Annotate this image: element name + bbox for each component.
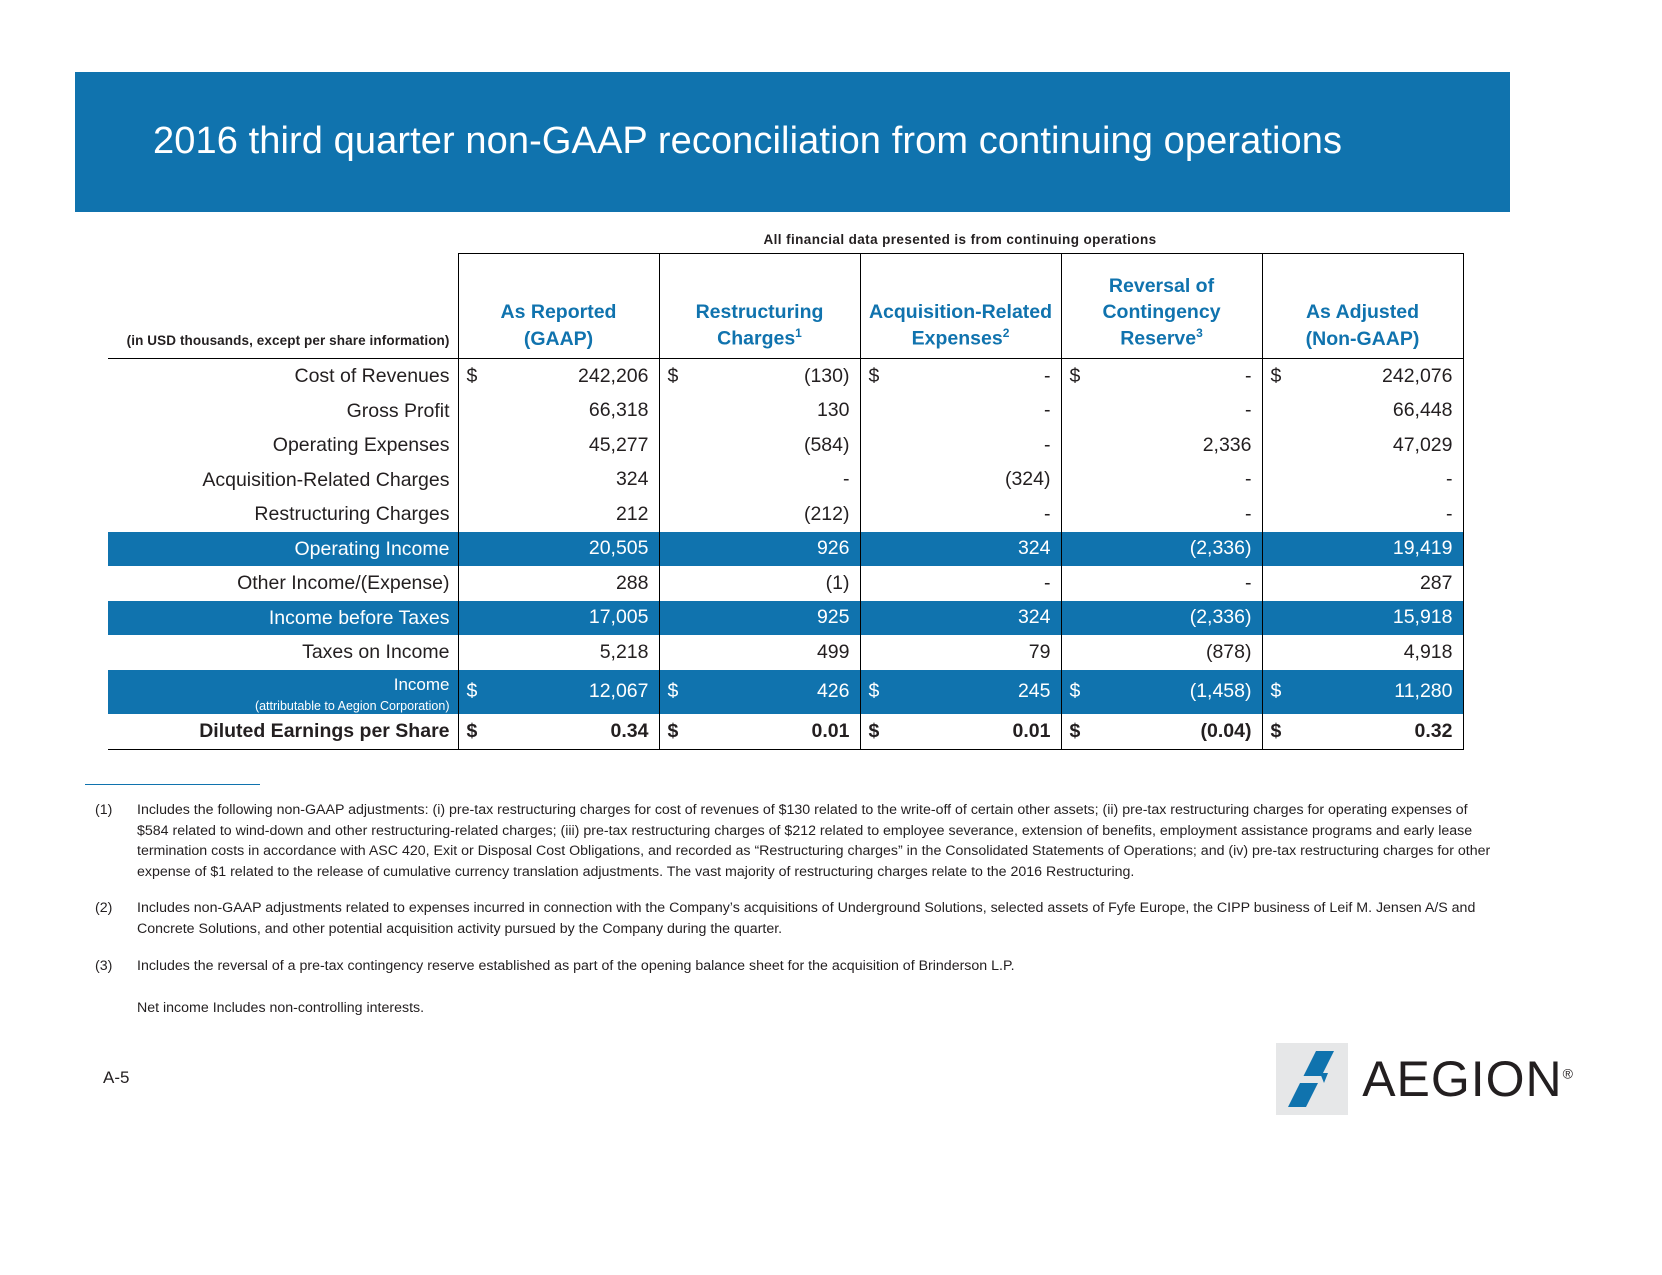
cell xyxy=(860,394,1061,429)
cell xyxy=(458,359,659,394)
cell xyxy=(1061,635,1262,670)
cell xyxy=(1061,566,1262,601)
currency-symbol: $ xyxy=(667,364,679,387)
cell xyxy=(659,635,860,670)
column-header-acquisition-related-expenses xyxy=(860,254,1061,359)
cell-value: (0.04) xyxy=(1200,720,1252,743)
cell-value: 926 xyxy=(816,537,850,560)
cell-value: (130) xyxy=(803,364,850,387)
cell xyxy=(860,635,1061,670)
row-label: Cost of Revenues xyxy=(108,359,458,394)
cell-value: - xyxy=(1044,502,1051,525)
cell-value: - xyxy=(1446,502,1453,525)
column-header-line2: (GAAP) xyxy=(523,327,594,350)
cell xyxy=(1262,428,1463,463)
column-header-reversal-of-contingency-reserve xyxy=(1061,254,1262,359)
row-label: Acquisition-Related Charges xyxy=(202,468,450,491)
footnote-ref-1: 1 xyxy=(795,326,802,341)
cell xyxy=(860,566,1061,601)
currency-symbol: $ xyxy=(1069,720,1081,743)
row-label: Other Income/(Expense) xyxy=(237,572,450,594)
currency-symbol: $ xyxy=(1069,364,1081,387)
aegion-logo-text xyxy=(1362,1050,1574,1108)
row-label: Income before Taxes xyxy=(108,601,458,636)
row-label-income xyxy=(108,670,458,715)
cell xyxy=(659,601,860,636)
cell-value: - xyxy=(1245,502,1252,525)
registered-mark: ® xyxy=(1562,1065,1574,1082)
cell-value: (2,336) xyxy=(1189,606,1252,629)
cell xyxy=(860,428,1061,463)
table-row xyxy=(108,463,1463,498)
row-label: Diluted Earnings per Share xyxy=(108,714,458,749)
row-label: Taxes on Income xyxy=(302,641,450,663)
footnote-item xyxy=(95,956,1495,977)
cell-value: (584) xyxy=(803,433,850,456)
cell xyxy=(659,532,860,567)
table-row-highlighted xyxy=(108,670,1463,715)
cell-value: 66,448 xyxy=(1392,399,1453,422)
financial-table xyxy=(108,253,1464,750)
column-header-as-adjusted xyxy=(1262,254,1463,359)
cell-value: 0.34 xyxy=(610,720,649,743)
cell-value: 212 xyxy=(615,502,649,525)
footnote-text: Includes the following non-GAAP adjustments: (i) pre-tax restructuring charges for cost of revenues of $130 related to the write-off of certain other assets; (ii) pre-tax restructuring charges for operating expenses of $584 related to wind-down and other restructuring-related charges; (iii) pre-tax restructuring charges of $212 related to employee severance, extension of benefits, employment assistance programs and early lease termination costs in accordance with ASC 420, Exit or Disposal Cost Obligations, and recorded as “Restructuring charges” in the Consolidated Statements of Operations; and (iv) pre-tax restructuring charges for other expense of $1 related to the release of cumulative currency translation adjustments. The vast majority of restructuring charges relate to the 2016 Restructuring. xyxy=(137,802,1491,880)
logo-wordmark: AEGION xyxy=(1362,1051,1563,1107)
footnote-item xyxy=(95,898,1495,939)
cell xyxy=(860,497,1061,532)
cell-value: - xyxy=(1044,433,1051,456)
cell xyxy=(1262,463,1463,498)
cell xyxy=(458,635,659,670)
row-label: Operating Income xyxy=(108,532,458,567)
cell xyxy=(1061,394,1262,429)
table-header-row xyxy=(108,254,1463,359)
column-header-as-reported xyxy=(458,254,659,359)
cell-value: - xyxy=(1245,364,1252,387)
cell xyxy=(1262,532,1463,567)
cell xyxy=(1061,670,1262,715)
cell-value: - xyxy=(1245,399,1252,422)
cell xyxy=(1262,359,1463,394)
currency-symbol: $ xyxy=(1270,364,1282,387)
column-header-line1: Acquisition-Related xyxy=(868,300,1053,323)
column-header-line1: Reversal of xyxy=(1108,274,1215,297)
column-header-line1: Restructuring xyxy=(695,300,824,323)
cell-value: - xyxy=(1446,468,1453,491)
cell xyxy=(860,359,1061,394)
footnote-marker: (1) xyxy=(95,802,113,818)
cell xyxy=(1262,497,1463,532)
cell xyxy=(1262,601,1463,636)
table-row xyxy=(108,394,1463,429)
cell xyxy=(860,670,1061,715)
cell-value: - xyxy=(1245,571,1252,594)
footnote-item xyxy=(95,800,1495,882)
cell xyxy=(1061,497,1262,532)
title-band xyxy=(75,72,1510,212)
cell-value: (324) xyxy=(1004,468,1051,491)
cell-value: 242,076 xyxy=(1382,364,1453,387)
cell xyxy=(860,601,1061,636)
cell-value: 130 xyxy=(816,399,850,422)
currency-symbol: $ xyxy=(1069,680,1081,703)
cell xyxy=(659,359,860,394)
cell xyxy=(659,497,860,532)
cell-value: 324 xyxy=(1017,606,1051,629)
cell-value: 5,218 xyxy=(599,640,649,663)
cell xyxy=(1262,635,1463,670)
cell xyxy=(1262,670,1463,715)
column-header-line1: As Reported xyxy=(500,301,617,324)
cell xyxy=(458,428,659,463)
column-header-line2: (Non-GAAP) xyxy=(1305,327,1420,350)
cell-value: (2,336) xyxy=(1189,537,1252,560)
currency-symbol: $ xyxy=(868,720,880,743)
currency-symbol: $ xyxy=(1270,720,1282,743)
cell-value: 287 xyxy=(1419,571,1453,594)
cell xyxy=(1061,359,1262,394)
cell xyxy=(458,394,659,429)
cell xyxy=(458,714,659,749)
cell-value: - xyxy=(1044,571,1051,594)
cell xyxy=(1061,532,1262,567)
cell-value: 20,505 xyxy=(588,537,649,560)
cell-value: - xyxy=(1245,468,1252,491)
row-label: Gross Profit xyxy=(346,399,450,422)
cell-value: 47,029 xyxy=(1392,433,1453,456)
cell-value: 79 xyxy=(1028,640,1051,663)
cell-value: - xyxy=(1044,364,1051,387)
cell-value: 245 xyxy=(1017,680,1051,703)
cell-value: 499 xyxy=(816,640,850,663)
table-row xyxy=(108,428,1463,463)
cell-value: - xyxy=(1044,399,1051,422)
cell xyxy=(1061,601,1262,636)
cell xyxy=(860,463,1061,498)
cell-value: 15,918 xyxy=(1392,606,1453,629)
column-header-line2: Expenses xyxy=(911,327,1003,350)
cell xyxy=(1262,714,1463,749)
currency-symbol: $ xyxy=(667,680,679,703)
currency-symbol: $ xyxy=(667,720,679,743)
table-row xyxy=(108,497,1463,532)
cell xyxy=(458,566,659,601)
cell-value: 0.01 xyxy=(1012,720,1051,743)
table-row-total xyxy=(108,714,1463,749)
cell-value: 324 xyxy=(1017,537,1051,560)
currency-symbol: $ xyxy=(466,364,478,387)
cell-value: 4,918 xyxy=(1403,640,1453,663)
financial-table-wrap xyxy=(108,253,1463,750)
table-caption: All financial data presented is from continuing operations xyxy=(763,232,1157,247)
cell xyxy=(659,463,860,498)
footnotes xyxy=(95,800,1495,1019)
cell-value: 45,277 xyxy=(588,433,649,456)
cell-value: (1,458) xyxy=(1189,680,1252,703)
cell-value: 66,318 xyxy=(588,399,649,422)
cell-value: 19,419 xyxy=(1392,537,1453,560)
cell-value: 426 xyxy=(816,680,850,703)
currency-symbol: $ xyxy=(1270,680,1282,703)
cell xyxy=(458,670,659,715)
footnote-text: Includes the reversal of a pre-tax contingency reserve established as part of the opening balance sheet for the acquisition of Brinderson L.P. xyxy=(137,957,1015,974)
row-label: Restructuring Charges xyxy=(254,503,450,525)
table-row-highlighted xyxy=(108,601,1463,636)
table-row xyxy=(108,359,1463,394)
row-label: Operating Expenses xyxy=(272,434,450,456)
column-header-line1: As Adjusted xyxy=(1305,301,1420,324)
cell-value: 288 xyxy=(615,571,649,594)
cell xyxy=(659,714,860,749)
aegion-logo-mark-icon xyxy=(1276,1043,1348,1115)
cell xyxy=(860,714,1061,749)
row-label: Income xyxy=(393,674,450,694)
cell xyxy=(458,463,659,498)
table-stub-label: (in USD thousands, except per share information) xyxy=(126,333,450,348)
cell xyxy=(659,566,860,601)
cell xyxy=(458,532,659,567)
cell-value: 11,280 xyxy=(1394,680,1453,703)
currency-symbol: $ xyxy=(868,364,880,387)
currency-symbol: $ xyxy=(466,720,478,743)
cell xyxy=(659,670,860,715)
footnote-divider xyxy=(85,784,260,785)
cell xyxy=(1061,463,1262,498)
footnote-ref-2: 2 xyxy=(1002,326,1010,341)
cell-value: - xyxy=(843,468,850,491)
cell xyxy=(1061,714,1262,749)
cell xyxy=(659,394,860,429)
cell xyxy=(860,532,1061,567)
footnote-note: Net income Includes non-controlling interests. xyxy=(137,1000,425,1017)
cell xyxy=(458,497,659,532)
footnote-text: Includes non-GAAP adjustments related to expenses incurred in connection with the Company’s acquisitions of Underground Solutions, selected assets of Fyfe Europe, the CIPP business of Leif M. Jensen A/S and Concrete Solutions, and other potential acquisition activity pursued by the Company during the quarter. xyxy=(137,900,1476,937)
cell xyxy=(1262,394,1463,429)
currency-symbol: $ xyxy=(868,680,880,703)
cell-value: (1) xyxy=(825,571,850,594)
cell-value: 0.01 xyxy=(811,720,850,743)
column-header-restructuring-charges xyxy=(659,254,860,359)
aegion-logo xyxy=(1276,1043,1574,1115)
currency-symbol: $ xyxy=(466,680,478,703)
footnote-ref-3: 3 xyxy=(1196,326,1203,341)
cell-value: 925 xyxy=(816,606,850,629)
footnote-marker: (3) xyxy=(95,957,113,974)
page-number: A-5 xyxy=(103,1068,130,1087)
cell-value: 2,336 xyxy=(1202,433,1252,456)
cell-value: 17,005 xyxy=(588,606,649,629)
cell-value: 12,067 xyxy=(588,680,649,703)
page-title: 2016 third quarter non-GAAP reconciliation from continuing operations xyxy=(153,120,1343,163)
cell xyxy=(1061,428,1262,463)
table-row xyxy=(108,635,1463,670)
table-row-highlighted xyxy=(108,532,1463,567)
cell xyxy=(1262,566,1463,601)
row-label-sub: (attributable to Aegion Corporation) xyxy=(254,698,450,713)
table-row xyxy=(108,566,1463,601)
column-header-line2: Contingency Reserve xyxy=(1102,300,1221,350)
cell xyxy=(458,601,659,636)
cell-value: 0.32 xyxy=(1414,720,1453,743)
cell-value: 242,206 xyxy=(578,364,649,387)
cell-value: (878) xyxy=(1205,640,1252,663)
cell xyxy=(659,428,860,463)
cell-value: 324 xyxy=(615,468,649,491)
footnote-marker: (2) xyxy=(95,900,113,917)
column-header-line2: Charges xyxy=(717,327,796,350)
cell-value: (212) xyxy=(803,502,850,525)
